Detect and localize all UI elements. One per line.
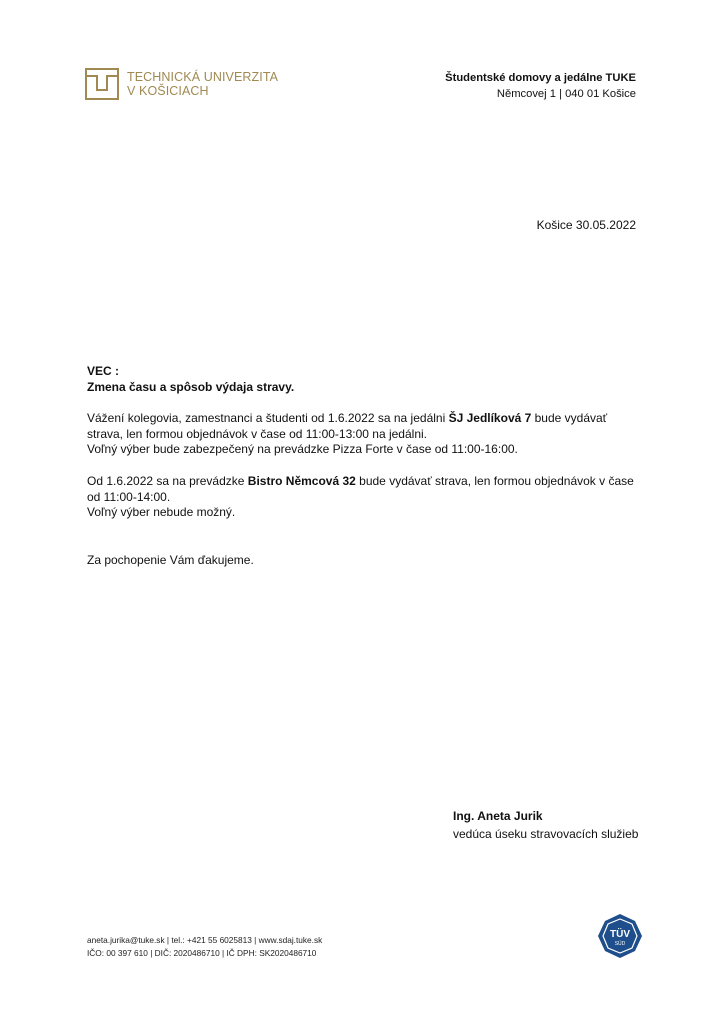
badge-subtext: SÜD [614,941,626,947]
signatory-title: vedúca úseku stravovacích služieb [453,827,639,841]
footer-contacts [87,934,322,959]
organization-block [445,70,636,102]
subject-title: Zmena času a spôsob výdaja stravy. [87,379,295,394]
logo-line-1: TECHNICKÁ UNIVERZITA [127,70,279,84]
organization-address: Němcovej 1 | 040 01 Košice [496,88,636,100]
footer-line-2: IČO: 00 397 610 | DIČ: 2020486710 | IČ DPH: SK2020486710 [87,947,317,958]
badge-text: TÜV [610,929,630,940]
logo-line-2: V KOŠICIACH [127,84,209,98]
subject-label: VEC : [87,364,120,378]
paragraph-1-line-3: Voľný výber bude zabezpečený na prevádzke Pizza Forte v čase od 11:00-16:00. [87,442,518,457]
university-logo [85,68,278,100]
letter-body [87,364,647,568]
footer-line-1: aneta.jurika@tuke.sk | tel.: +421 55 6025813 | www.sdaj.tuke.sk [87,935,323,945]
paragraph-1-line-1 [87,411,647,427]
paragraph-1-text-a: Vážení kolegovia, zamestnanci a študenti od 1.6.2022 sa na jedálni [87,411,449,426]
paragraph-2-location: Bistro Němcová 32 [247,473,356,488]
paragraph-1-location: ŠJ Jedlíková 7 [448,411,532,426]
signature-block [453,807,638,843]
paragraph-2-text-a: Od 1.6.2022 sa na prevádzke [87,473,248,488]
paragraph-2-line-3: Voľný výber nebude možný. [87,505,236,520]
paragraph-1-line-2: strava, len formou objednávok v čase od 11:00-13:00 na jedálni. [87,426,427,441]
closing-line: Za pochopenie Vám ďakujeme. [87,552,254,567]
letter-date: Košice 30.05.2022 [536,218,636,232]
paragraph-1-text-b: bude vydávať [531,411,608,426]
paragraph-2-line-2: od 11:00-14:00. [87,489,171,504]
signatory-name: Ing. Aneta Jurik [453,809,543,823]
tu-logo-icon [85,68,119,100]
paragraph-2-text-b: bude vydávať strava, len formou objednávok v čase [355,473,634,488]
logo-wordmark [127,70,278,98]
organization-name: Študentské domovy a jedálne TUKE [445,72,636,84]
paragraph-2-line-1 [87,474,647,490]
tuv-certification-badge-icon [597,913,643,959]
